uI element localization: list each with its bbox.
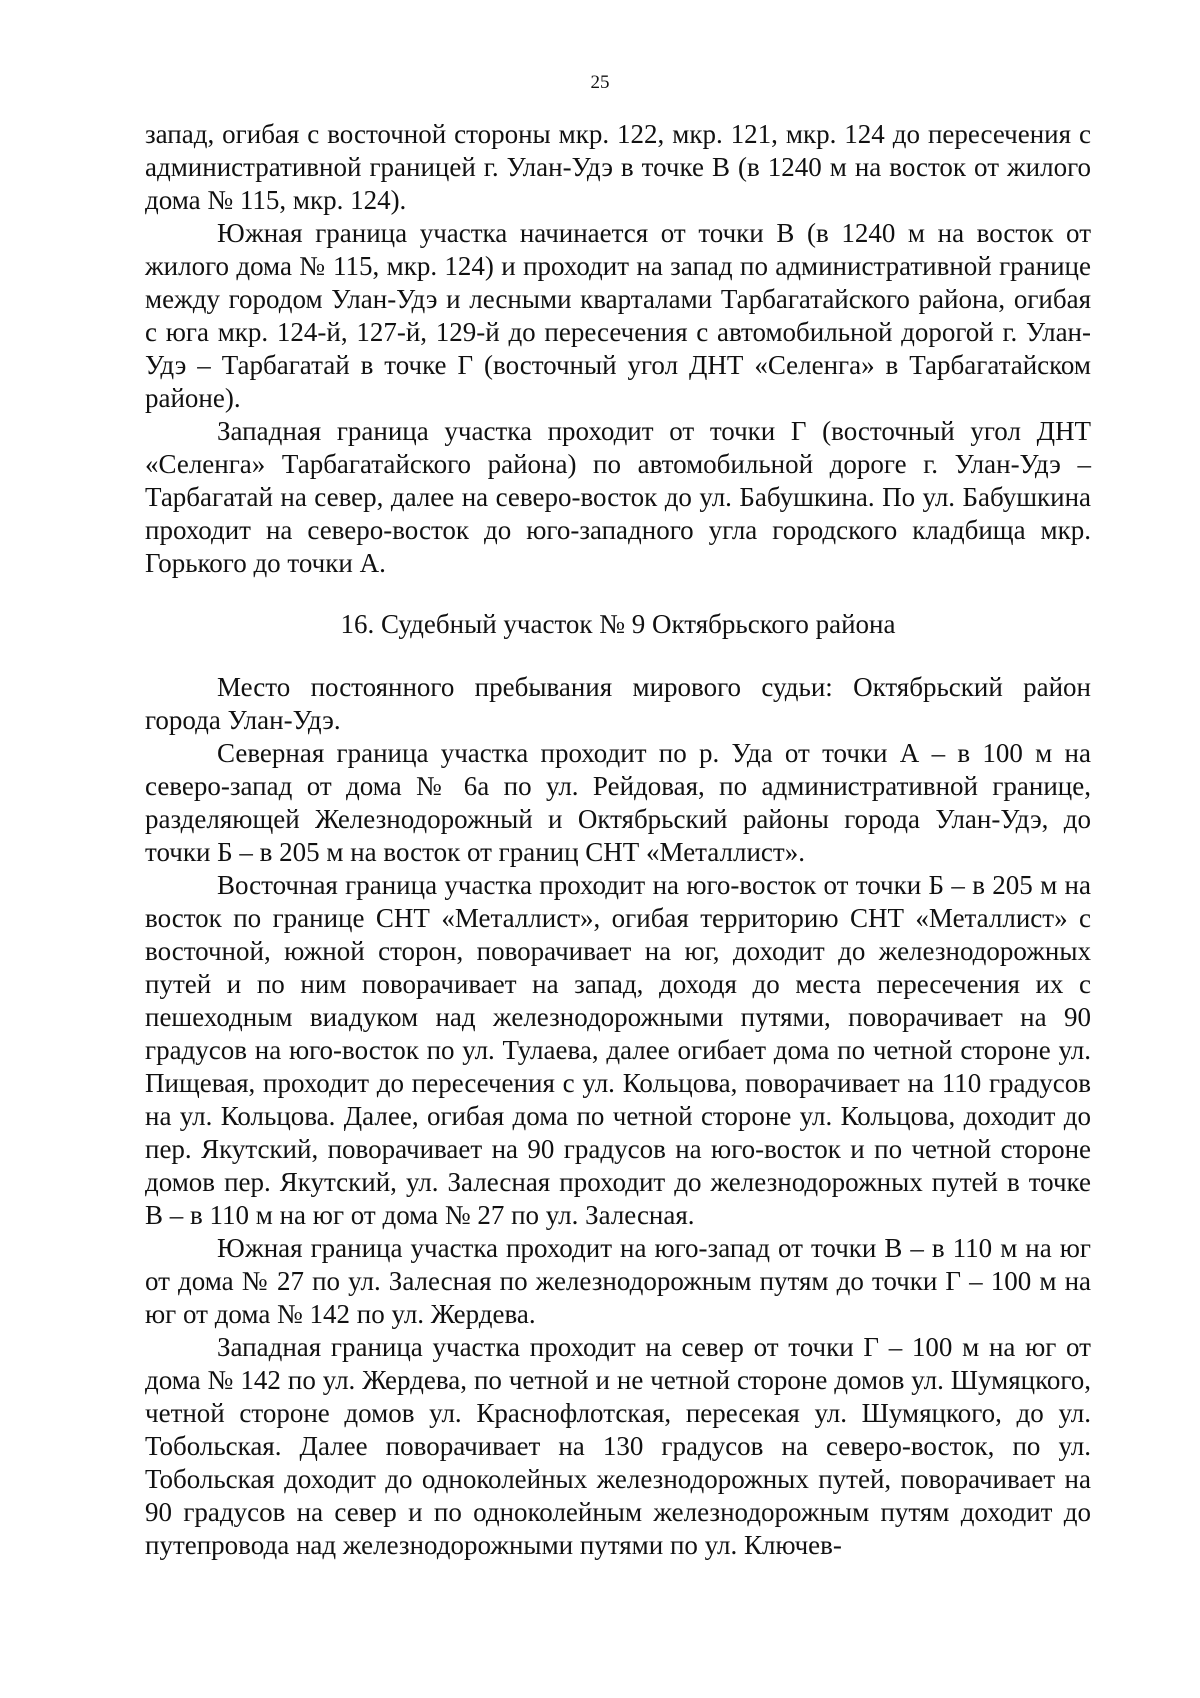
paragraph-south-border-2: Южная граница участка проходит на юго-запад от точки В – в 110 м на юг от дома № 27 по ул. Залесная по железнодорожным путям до точки Г – 100 м на юг от дома № 142 по ул. Жердева.	[145, 1233, 1091, 1329]
paragraph-judge-location: Место постоянного пребывания мирового судьи: Октябрьский район города Улан-Удэ.	[145, 672, 1091, 735]
section-heading: 16. Судебный участок № 9 Октябрьского района	[340, 609, 896, 639]
paragraph-west-border-2: Западная граница участка проходит на север от точки Г – 100 м на юг от дома № 142 по ул. Жердева, по четной и не четной стороне домов ул. Шумяцкого, четной стороне домов ул. Краснофлотская, пересекая ул. Шумяцкого, до ул. Тобольская. Далее поворачивает на 130 градусов на северо-восток, по ул. Тобольская доходит до одноколейных железнодорожных путей, поворачивает на 90 градусов на север и по одноколейным железнодорожным путям доходит до путепровода над железнодорожными путями по ул. Ключев-	[145, 1332, 1091, 1560]
page-number: 25	[590, 72, 610, 93]
paragraph-north-border: Северная граница участка проходит по р. Уда от точки А – в 100 м на северо-запад от дома № 6а по ул. Рейдовая, по административной границе, разделяющей Железнодорожный и Октябрьский районы города Улан-Удэ, до точки Б – в 205 м на восток от границ СНТ «Металлист».	[145, 738, 1091, 867]
document-body	[145, 118, 1091, 1562]
paragraph-south-border: Южная граница участка начинается от точки В (в 1240 м на восток от жилого дома № 115, мкр. 124) и проходит на запад по административной границе между городом Улан-Удэ и лесными кварталами Тарбагатайского района, огибая с юга мкр. 124-й, 127-й, 129-й до пересечения с автомобильной дорогой г. Улан-Удэ – Тарбагатай в точке Г (восточный угол ДНТ «Селенга» в Тарбагатайском районе).	[145, 218, 1091, 413]
paragraph-east-border: Восточная граница участка проходит на юго-восток от точки Б – в 205 м на восток по границе СНТ «Металлист», огибая территорию СНТ «Металлист» с восточной, южной сторон, поворачивает на юг, доходит до железнодорожных путей и по ним поворачивает на запад, доходя до места пересечения их с пешеходным виадуком над железнодорожными путями, поворачивает на 90 градусов на юго-восток по ул. Тулаева, далее огибает дома по четной стороне ул. Пищевая, проходит до пересечения с ул. Кольцова, поворачивает на 110 градусов на ул. Кольцова. Далее, огибая дома по четной стороне ул. Кольцова, доходит до пер. Якутский, поворачивает на 90 градусов на юго-восток и по четной стороне домов пер. Якутский, ул. Залесная проходит до железнодорожных путей в точке В – в 110 м на юг от дома № 27 по ул. Залесная.	[145, 870, 1091, 1230]
paragraph-continuation: запад, огибая с восточной стороны мкр. 122, мкр. 121, мкр. 124 до пересечения с административной границей г. Улан-Удэ в точке В (в 1240 м на восток от жилого дома № 115, мкр. 124).	[145, 119, 1091, 215]
paragraph-west-border: Западная граница участка проходит от точки Г (восточный угол ДНТ «Селенга» Тарбагатайского района) по автомобильной дороге г. Улан-Удэ – Тарбагатай на север, далее на северо-восток до ул. Бабушкина. По ул. Бабушкина проходит на северо-восток до юго-западного угла городского кладбища мкр. Горького до точки А.	[145, 416, 1091, 578]
